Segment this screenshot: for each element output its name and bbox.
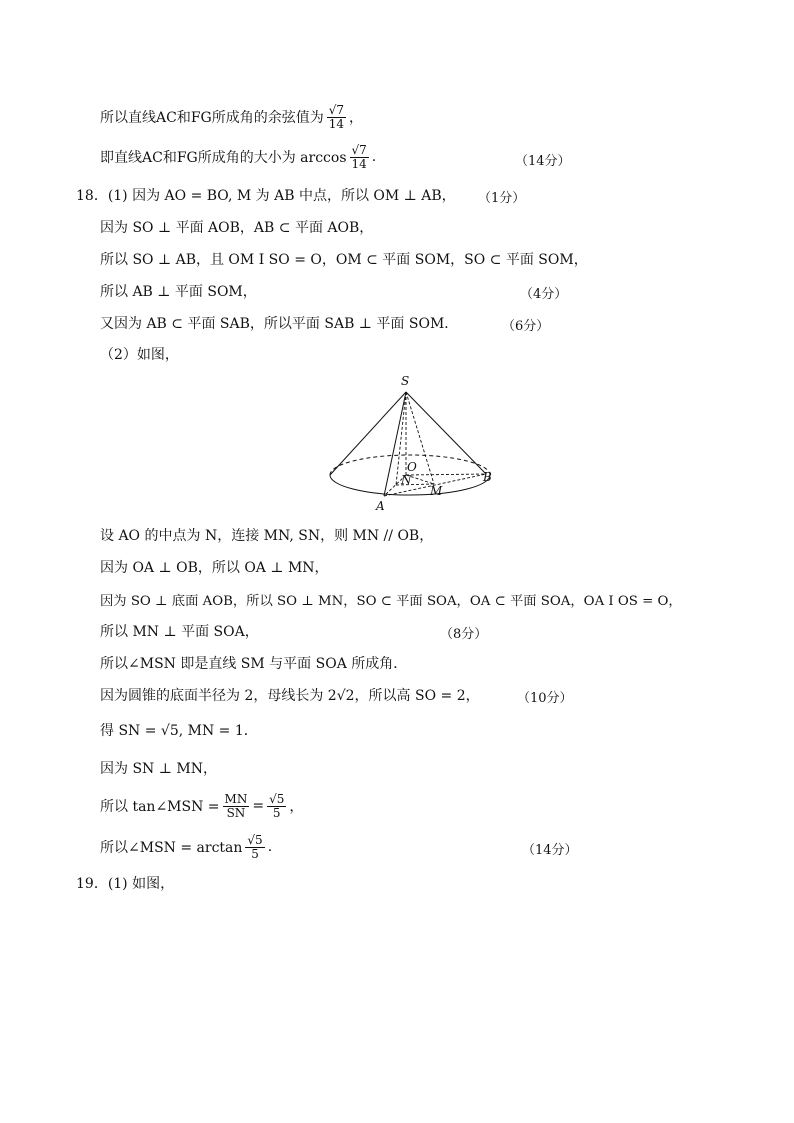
text-line: （2）如图， (100, 347, 179, 363)
segment-OB (406, 474, 486, 475)
question-line: 19．(1) 如图， (76, 876, 175, 892)
cone-diagram (320, 372, 510, 514)
fraction (245, 834, 264, 861)
fraction-numerator: √7 (328, 102, 345, 117)
text-line: 所以 AB ⊥ 平面 SOM， (100, 284, 257, 300)
text-line: 设 AO 的中点为 N，连接 MN, SN，则 MN // OB， (100, 528, 434, 544)
line-text: . (267, 839, 273, 855)
text-line: 因为圆锥的底面半径为 2，母线长为 2√2，所以高 SO = 2， (100, 688, 480, 704)
line-text: 所以∠MSN = arctan (100, 840, 243, 856)
text-line (100, 832, 273, 861)
score-label: （1分） (478, 191, 526, 206)
text-line (100, 142, 377, 171)
question-line: 18．(1) 因为 AO = BO, M 为 AB 中点，所以 OM ⊥ AB， (76, 188, 456, 204)
line-text: 所以直线AC和FG所成角的余弦值为 (100, 110, 324, 126)
score-label: （14分） (522, 843, 578, 858)
fraction-denominator: 5 (251, 846, 259, 861)
score-label: （4分） (520, 287, 568, 302)
fraction-denominator: 5 (272, 805, 281, 820)
line-text: . (371, 149, 377, 165)
label-S: S (401, 374, 410, 388)
label-A: A (376, 499, 385, 513)
line-text: 所以 tan∠MSN = (100, 799, 220, 815)
score-label: （14分） (515, 154, 571, 169)
fraction-numerator: √7 (351, 142, 367, 157)
fraction (267, 793, 286, 820)
text-line (100, 791, 304, 820)
fraction-numerator: √5 (247, 832, 263, 847)
text-line: 因为 SN ⊥ MN， (100, 761, 217, 777)
segment-SN (396, 392, 406, 485)
label-O: O (407, 460, 417, 474)
label-M: M (430, 484, 443, 498)
text-line: 所以 SO ⊥ AB，且 OM I SO = O，OM ⊂ 平面 SOM，SO ⊂ 平面 SOM， (100, 252, 588, 268)
label-B: B (483, 470, 492, 484)
fraction (327, 104, 346, 131)
line-text: 即直线AC和FG所成角的大小为 arccos (100, 150, 347, 166)
cone-slant-right (406, 392, 486, 474)
cone-slant-left (330, 392, 406, 475)
score-label: （10分） (517, 691, 573, 706)
fraction-denominator: 14 (328, 116, 345, 131)
fraction-numerator: √5 (269, 791, 285, 806)
line-text: = (252, 798, 265, 814)
text-line: 所以∠MSN 即是直线 SM 与平面 SOA 所成角． (100, 656, 408, 672)
score-label: （6分） (502, 319, 550, 334)
text-line: 得 SN = √5, MN = 1． (100, 723, 258, 739)
fraction-denominator: 14 (351, 156, 367, 171)
text-line: 因为 SO ⊥ 底面 AOB，所以 SO ⊥ MN，SO ⊂ 平面 SOA，OA ⊂ 平面 SOA，OA I OS = O， (100, 593, 682, 609)
line-text: ， (349, 110, 364, 126)
fraction-denominator: SN (226, 805, 246, 820)
text-line (100, 102, 364, 131)
fraction (223, 793, 250, 820)
label-N: N (401, 473, 412, 487)
fraction (350, 144, 369, 171)
text-line: 所以 MN ⊥ 平面 SOA， (100, 624, 259, 640)
text-line: 又因为 AB ⊂ 平面 SAB，所以平面 SAB ⊥ 平面 SOM． (100, 316, 459, 332)
score-label: （8分） (440, 627, 488, 642)
text-line: 因为 OA ⊥ OB，所以 OA ⊥ MN， (100, 560, 329, 576)
line-text: ， (289, 799, 304, 815)
text-line: 因为 SO ⊥ 平面 AOB，AB ⊂ 平面 AOB， (100, 220, 374, 236)
fraction-numerator: MN (224, 791, 248, 806)
